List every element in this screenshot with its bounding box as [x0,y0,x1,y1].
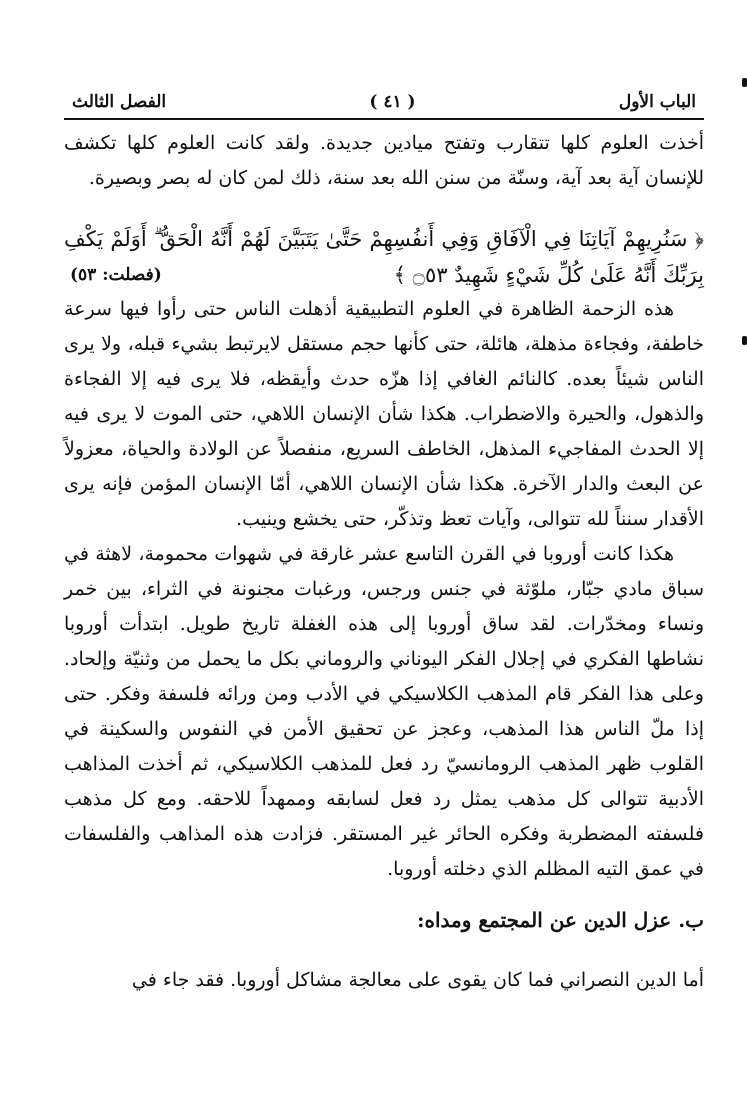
paragraph-christian-religion: أما الدين النصراني فما كان يقوى على معالجة مشاكل أوروبا. فقد جاء في [131,969,704,991]
quran-verse-line-1: ﴿ سَنُرِيهِمْ آيَاتِنَا فِي الْآفَاقِ وَفِي أَنفُسِهِمْ حَتَّىٰ يَتَبَيَّنَ لَهُمْ أَنَّهُ الْحَقُّ ۗ أَوَلَمْ يَكْفِ [64,227,704,251]
paragraph-europe-19th-century: هكذا كانت أوروبا في القرن التاسع عشر غارقة في شهوات محمومة، لاهثة في سباق مادي جبّار، ملوّثة في جنس ورجس، ورغبات مجنونة في الثراء، بين خمر ونساء ومخدّرات. لقد ساق أوروبا إلى هذه الغفلة تاريخ طويل. ابتدأت أوروبا نشاطها الفكري في إجلال الفكر اليوناني والروماني بكل ما يحمل من وثنيّة وإلحاد. وعلى هذا الفكر قام المذهب الكلاسيكي في الأدب ومن ورائه فلسفة وفكر. حتى إذا ملّ الناس هذا المذهب، وعجز عن تحقيق الأمن في النفوس والسكينة في القلوب ظهر المذهب الرومانسيّ رد فعل للمذهب الكلاسيكي، ثم أخذت المذاهب الأدبية تتوالى كل مذهب يمثل رد فعل لسابقه وممهداً للاحقه. ومع كل مذهب فلسفته المضطربة وفكره الحائر غير المستقر. فزادت هذه المذاهب والفلسفات في عمق التيه المظلم الذي دخلته أوروبا. [64,543,704,880]
quran-reference: (فصلت: ٥٣) [70,265,162,285]
page-edge-mark-middle [742,336,747,345]
page-edge-mark-top [742,78,747,87]
paragraph-applied-sciences: هذه الزحمة الظاهرة في العلوم التطبيقية أذهلت الناس حتى رأوا فيها سرعة خاطفة، وفجاءة مذهلة، هائلة، حتى كأنها حجم مستقل لايرتبط بشيء قبله، ولا يرى الناس شيئاً بعده. كالنائم الغافي إذا هزّه حدث وأيقظه، فلا يرى فيه إلا الفجاءة والذهول، والحيرة والاضطراب. هكذا شأن الإنسان اللاهي، حتى الموت لا يرى فيه إلا الحدث المفاجيء المذهل، الخاطف السريع، منفصلاً عن الولادة والحياة، معزولاً عن البعث والدار الآخرة. هكذا شأن الإنسان اللاهي، أمّا الإنسان المؤمن فإنه يرى الأقدار سنناً لله تتوالى، وآيات تعظ وتذكّر، حتى يخشع وينيب. [64,298,704,530]
book-page [64,88,704,998]
quran-verse-line-2: بِرَبِّكَ أَنَّهُ عَلَىٰ كُلِّ شَيْءٍ شَهِيدٌ ۝٥٣ ﴾ [393,263,704,287]
running-header [64,88,704,120]
page-number: ( ٤١ ) [369,92,416,112]
chapter-title: الباب الأول [618,92,696,112]
section-heading: ب. عزل الدين عن المجتمع ومداه: [417,908,704,932]
paragraph-intro: أخذت العلوم كلها تتقارب وتفتح ميادين جديدة. ولقد كانت العلوم كلها تكشف للإنسان آية بعد آية، وسنّة من سنن الله بعد سنة، ذلك لمن كان له بصر وبصيرة. [64,132,704,189]
quran-verse-line-2-row [64,258,704,292]
section-title: الفصل الثالث [72,92,167,112]
quran-verse-block [64,220,704,292]
